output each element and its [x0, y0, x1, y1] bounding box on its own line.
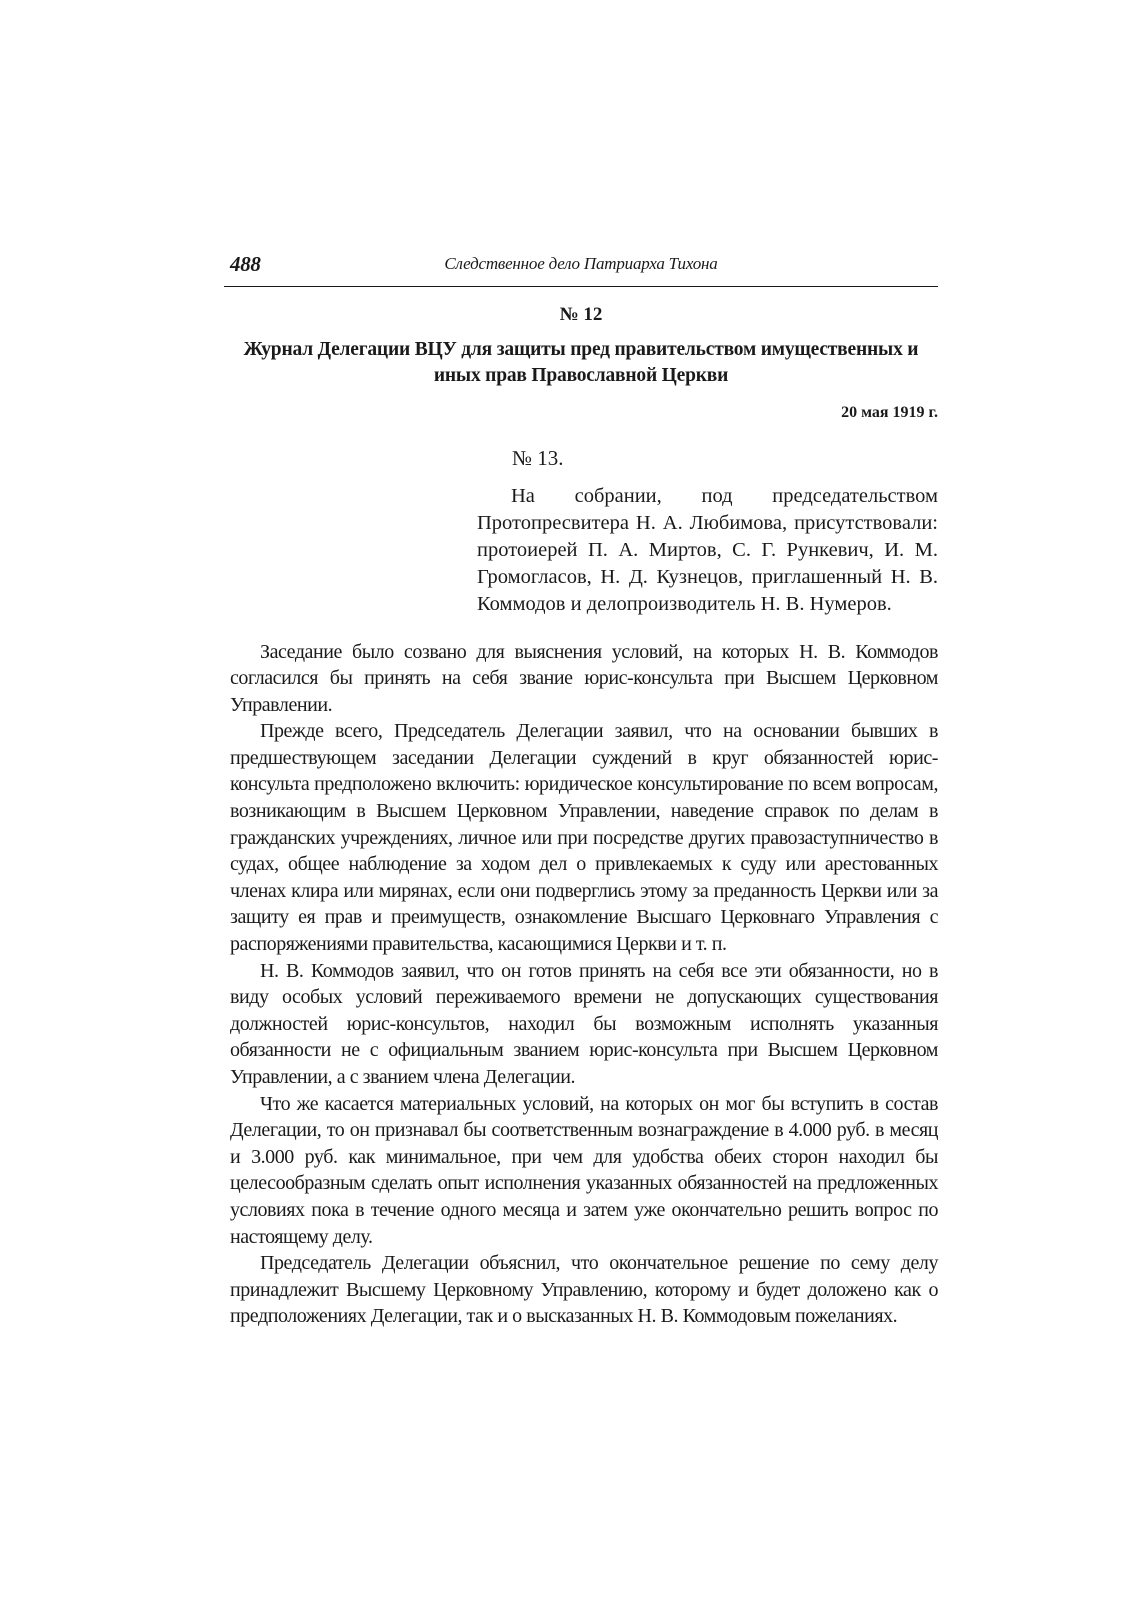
paragraph: Н. В. Коммодов заявил, что он готов принять на себя все эти обязанности, но в виду особых условий переживаемого времени не допускающих существования должностей юрис-консультов, находил бы возможным исполнять указанныя обязанности не с официальным званием юрис-консульта при Высшем Церковном Управлении, а с званием члена Делегации. [230, 959, 938, 1088]
paragraph: Что же касается материальных условий, на которых он мог бы вступить в состав Делегации, то он признавал бы соответственным вознаграждение в 4.000 руб. в месяц и 3.000 руб. как минимальное, при чем для удобства обеих сторон находил бы целесообразным сделать опыт исполнения указанных обязанностей на предложенных условиях пока в течение одного месяца и затем уже окончательно решить вопрос по настоящему делу. [230, 1092, 938, 1248]
page-number: 488 [230, 252, 261, 276]
paragraph: Заседание было созвано для выяснения условий, на которых Н. В. Коммодов согласился бы принять на себя звание юрис-консульта при Высшем Церковном Управлении. [230, 640, 938, 716]
paragraph: Прежде всего, Председатель Делегации заявил, что на основании бывших в предшествующем заседании Делегации суждений в круг обязанностей юрис-консульта предположено включить: юридическое консультирование по всем вопросам, возникающим в Высшем Церковном Управлении, наведение справок по делам в гражданских учреждениях, личное или при посредстве других правозаступничество в судах, общее наблюдение за ходом дел о привлекаемых к суду или арестованных членах клира или мирянах, если они подверглись этому за преданность Церкви или за защиту ея прав и преимуществ, ознакомление Высшаго Церковнаго Управления с распоряжениями правительства, касающимися Церкви и т. п. [230, 720, 938, 956]
document-date: 20 мая 1919 г. [841, 404, 938, 421]
document-title: Журнал Делегации ВЦУ для защиты пред правительством имущественных и иных прав Православной Церкви [243, 339, 919, 386]
running-title: Следственное дело Патриарха Тихона [444, 254, 718, 273]
running-head [224, 246, 938, 287]
document-number: № 12 [559, 304, 603, 325]
journal-number: № 13. [512, 446, 564, 470]
document-body [224, 639, 938, 1330]
paragraph: Председатель Делегации объяснил, что окончательное решение по сему делу принадлежит Высшему Церковному Управлению, которому и будет доложено как о предположениях Делегации, так и о высказанных Н. В. Коммодовым пожеланиях. [230, 1252, 938, 1328]
book-page [224, 246, 938, 1330]
attendance-preamble: На собрании, под председательством Протопресвитера Н. А. Любимова, присутствовали: протоиерей П. А. Миртов, С. Г. Рункевич, И. М. Громогласов, Н. Д. Кузнецов, приглашенный Н. В. Коммодов и делопроизводитель Н. В. Нумеров. [477, 485, 938, 615]
